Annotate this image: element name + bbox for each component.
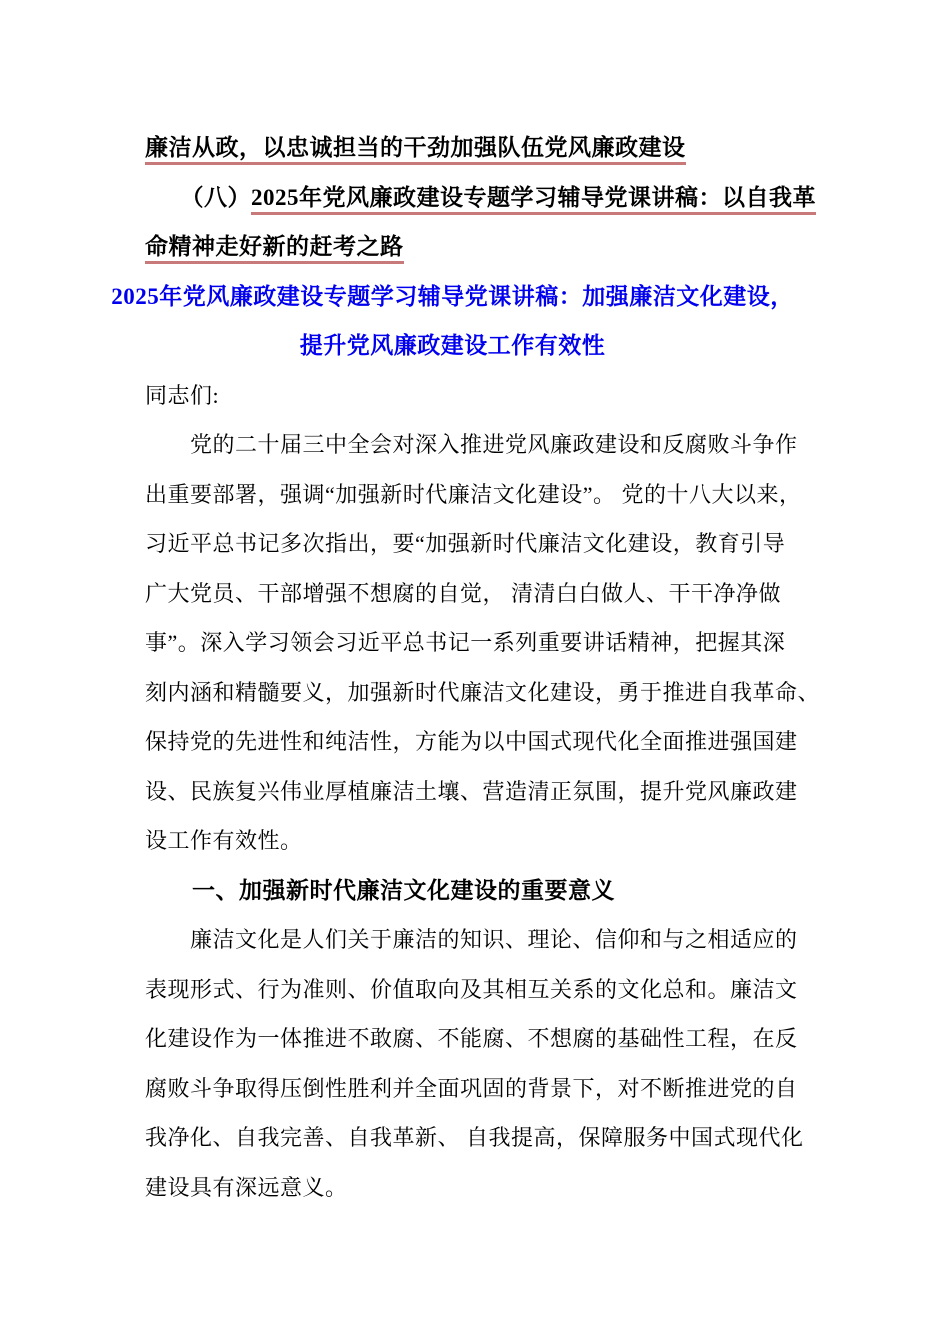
item-8-underlined-text: 2025年党风廉政建设专题学习辅导党课讲稿：以自我革	[251, 185, 816, 215]
document-content	[111, 123, 821, 1212]
paragraph-1-line: 习近平总书记多次指出，要“加强新时代廉洁文化建设，教育引导	[145, 531, 786, 556]
paragraph-2-line: 腐败斗争取得压倒性胜利并全面巩固的背景下，对不断推进党的自	[145, 1075, 798, 1101]
salutation: 同志们:	[145, 382, 220, 408]
item-8-underlined-text-2: 命精神走好新的赶考之路	[145, 234, 404, 264]
doc-title-line-2: 提升党风廉政建设工作有效性	[299, 333, 606, 358]
section-heading-1: 一、加强新时代廉洁文化建设的重要意义	[145, 877, 615, 903]
item-8-heading-continuation	[145, 222, 815, 272]
paragraph-2-line: 廉洁文化是人们关于廉洁的知识、理论、信仰和与之相适应的	[145, 927, 798, 952]
paragraph-1-line: 保持党的先进性和纯洁性，方能为以中国式现代化全面推进强国建	[145, 729, 798, 754]
paragraph-1-line: 党的二十届三中全会对深入推进党风廉政建设和反腐败斗争作	[145, 432, 798, 457]
paragraph-1-line: 广大党员、干部增强不想腐的自觉， 清清白白做人、干干净净做	[145, 580, 782, 606]
paragraph-2-line: 表现形式、行为准则、价值取向及其相互关系的文化总和。廉洁文	[145, 976, 798, 1002]
paragraph-1-line: 事”。深入学习领会习近平总书记一系列重要讲话精神，把握其深	[145, 630, 786, 655]
underlined-heading-line-1	[145, 123, 815, 173]
doc-title-line-1: 2025年党风廉政建设专题学习辅导党课讲稿：加强廉洁文化建设，	[111, 283, 794, 309]
paragraph-1-line: 设工作有效性。	[145, 828, 303, 853]
paragraph-1-line: 出重要部署，强调“加强新时代廉洁文化建设”。 党的十八大以来，	[145, 481, 802, 507]
paragraph-2-line: 建设具有深远意义。	[145, 1174, 348, 1200]
item-8-prefix: （八）	[145, 184, 251, 210]
paragraph-1-line: 刻内涵和精髓要义，加强新时代廉洁文化建设，勇于推进自我革命、	[145, 679, 821, 705]
paragraph-1-line: 设、民族复兴伟业厚植廉洁土壤、营造清正氛围，提升党风廉政建	[145, 778, 798, 804]
paragraph-2-line: 化建设作为一体推进不敢腐、不能腐、不想腐的基础性工程，在反	[145, 1026, 798, 1051]
underlined-heading-text: 廉洁从政，以忠诚担当的干劲加强队伍党风廉政建设	[145, 135, 686, 165]
item-8-heading-line	[145, 173, 815, 223]
paragraph-2-line: 我净化、自我完善、自我革新、 自我提高，保障服务中国式现代化	[145, 1125, 804, 1150]
